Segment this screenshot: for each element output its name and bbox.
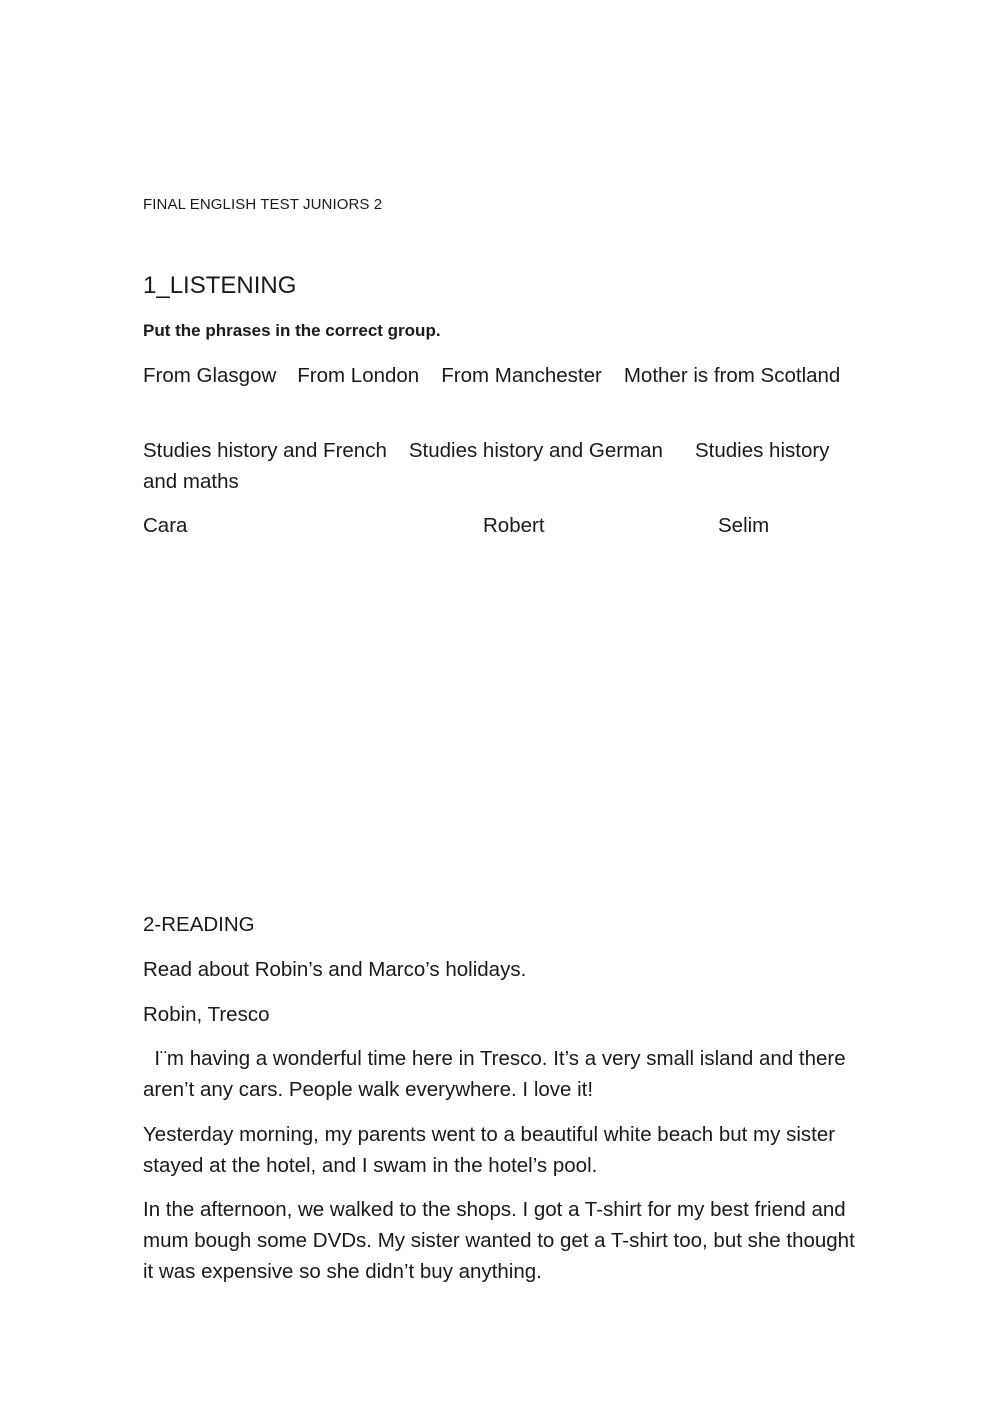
phrase-item: From London xyxy=(297,364,420,387)
reading-heading: 2-READING xyxy=(143,913,255,936)
reading-paragraph: In the afternoon, we walked to the shops. I got a T-shirt for my best friend and mum bough some DVDs. My sister wanted to get a T-shirt too, but she thought it was expensive so she didn’t buy anything. xyxy=(143,1198,855,1283)
reading-paragraph: Yesterday morning, my parents went to a beautiful white beach but my sister stayed at the hotel, and I swam in the hotel’s pool. xyxy=(143,1123,836,1177)
phrase-item: Mother is from Scotland xyxy=(623,364,841,387)
phrase-item: Studies history and German xyxy=(408,439,663,462)
listening-heading: 1_LISTENING xyxy=(143,272,297,299)
phrase-item: Studies history and maths xyxy=(143,439,830,493)
phrase-item: Studies history and French xyxy=(143,439,387,462)
reading-subheading: Robin, Tresco xyxy=(143,1003,270,1026)
group-name-cara: Cara xyxy=(143,514,188,537)
group-name-robert: Robert xyxy=(483,514,545,537)
listening-instruction: Put the phrases in the correct group. xyxy=(143,321,441,340)
reading-intro: Read about Robin’s and Marco’s holidays. xyxy=(143,958,527,981)
test-title: FINAL ENGLISH TEST JUNIORS 2 xyxy=(143,196,383,213)
phrase-row-origin xyxy=(143,360,863,391)
phrase-item: From Manchester xyxy=(441,364,602,387)
phrase-row-studies xyxy=(143,435,863,497)
reading-paragraph: I¨m having a wonderful time here in Tresco. It’s a very small island and there aren’t any cars. People walk everywhere. I love it! xyxy=(143,1047,852,1101)
group-names-row xyxy=(0,510,1000,542)
phrase-item: From Glasgow xyxy=(143,364,277,387)
group-name-selim: Selim xyxy=(718,514,770,537)
